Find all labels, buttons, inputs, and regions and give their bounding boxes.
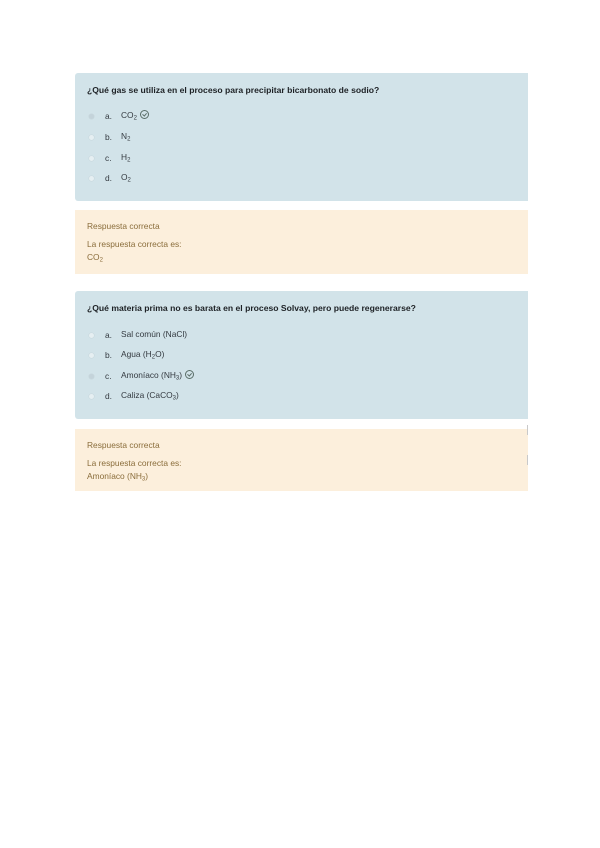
answer-option-c[interactable]: [89, 369, 183, 383]
answer-letter: a.: [105, 330, 112, 340]
feedback-correct-answer: Amoníaco $(NH_3)$: [87, 471, 149, 483]
question-text: ¿Qué gas se utiliza en el proceso para precipitar bicarbonato de sodio?: [87, 85, 380, 95]
feedback-status: Respuesta correcta: [87, 221, 160, 231]
radio-button[interactable]: [89, 114, 94, 119]
feedback-label: La respuesta correcta es:: [87, 239, 182, 249]
answer-option-d[interactable]: [89, 171, 131, 185]
answer-text: $CO_2$: [121, 110, 149, 122]
answer-text: Amoníaco $(NH_3)$: [121, 370, 194, 382]
answer-option-c[interactable]: [89, 151, 131, 165]
scrollbar-edge-bottom: [527, 455, 528, 465]
feedback-label: La respuesta correcta es:: [87, 458, 182, 468]
radio-button[interactable]: [89, 176, 94, 181]
question-card-1: [75, 73, 528, 201]
answer-letter: d.: [105, 391, 112, 401]
answer-option-a[interactable]: [89, 109, 137, 123]
feedback-status: Respuesta correcta: [87, 440, 160, 450]
answer-letter: c.: [105, 153, 112, 163]
feedback-card-2: [75, 429, 528, 491]
answer-text: Sal común (NaCl): [121, 329, 188, 340]
answer-text: $O_2$: [121, 172, 131, 184]
question-text: ¿Qué materia prima no es barata en el proceso Solvay, pero puede regenerarse?: [87, 303, 416, 313]
answer-option-b[interactable]: [89, 348, 165, 362]
scrollbar-edge-top: [527, 425, 528, 435]
answer-option-b[interactable]: [89, 130, 131, 144]
radio-button[interactable]: [89, 135, 94, 140]
answer-letter: a.: [105, 111, 112, 121]
radio-button[interactable]: [89, 394, 94, 399]
radio-button[interactable]: [89, 156, 94, 161]
question-card-2: [75, 291, 528, 419]
answer-text: Agua $(H_2O)$: [121, 349, 165, 361]
answer-letter: d.: [105, 173, 112, 183]
answer-text: Caliza (CaCO$_3$): [121, 390, 179, 402]
answer-letter: b.: [105, 350, 112, 360]
correct-check-icon: [140, 110, 149, 119]
answer-option-a[interactable]: [89, 328, 188, 342]
feedback-card-1: [75, 210, 528, 274]
radio-button[interactable]: [89, 374, 94, 379]
radio-button[interactable]: [89, 333, 94, 338]
feedback-correct-answer: $CO_2$: [87, 252, 103, 264]
answer-letter: c.: [105, 371, 112, 381]
answer-text: $N_2$: [121, 131, 131, 143]
answer-option-d[interactable]: [89, 389, 179, 403]
answer-text: $H_2$: [121, 152, 131, 164]
answer-letter: b.: [105, 132, 112, 142]
radio-button[interactable]: [89, 353, 94, 358]
correct-check-icon: [185, 370, 194, 379]
